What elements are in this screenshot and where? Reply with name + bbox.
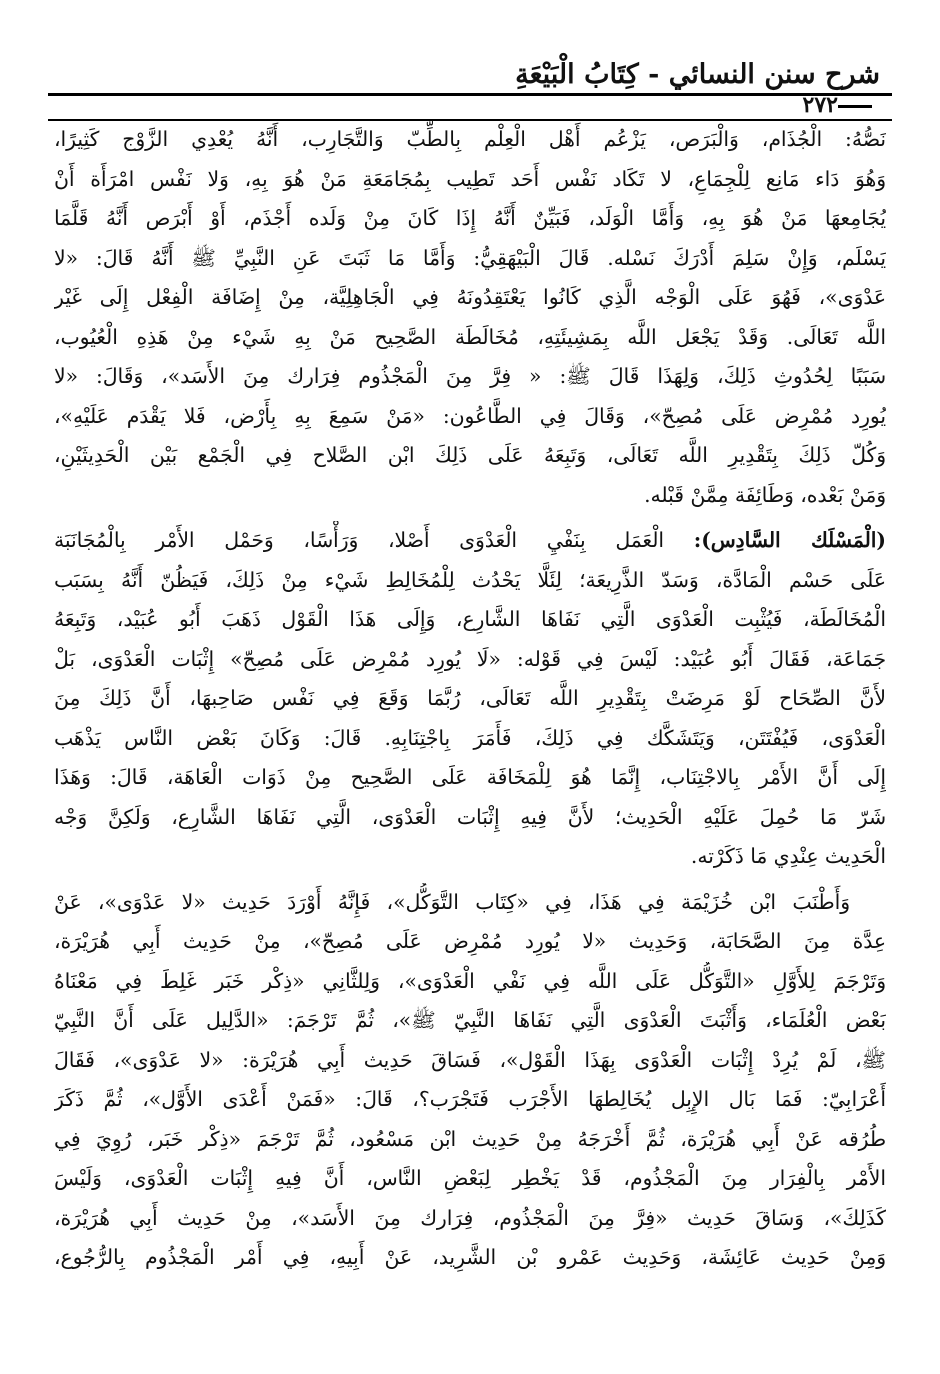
text-line: كَذَلِكَ»، وَسَاقَ حَدِيث «فِرَّ مِنَ الْمَجْذُوم، فِرَارك مِنَ الأَسَد»، مِنْ حَدِيث أَبِي هُرَيْرَة، bbox=[54, 1205, 886, 1230]
text-line: يُورِد مُمْرِض عَلَى مُصِحّ»، وَقَالَ فِي الطَّاعُون: «مَنْ سَمِعَ بِهِ بِأَرْض، فَلا يَقْدَم عَلَيْهِ»، bbox=[54, 403, 886, 428]
text-line: يَسْلَم، وَإِنْ سَلِمَ أَدْرَكَ نَسْله. قَالَ الْبَيْهَقِيُّ: وَأَمَّا مَا ثَبَتَ عَنِ النَّبِيِّ ﷺ أَنَّهُ قَالَ: «لا bbox=[54, 245, 886, 270]
page-body bbox=[54, 120, 886, 1334]
text-line: الأَمْر بِالْفِرَار مِنَ الْمَجْذُوم، قَدْ يَخْطِر لِبَعْضِ النَّاس، أَنَّ فِيهِ إِثْبَات الْعَدْوَى، وَلَيْسَ bbox=[54, 1166, 886, 1190]
text-line: وَتَرْجَمَ لِلأَوَّلِ «التَّوَكُّل عَلَى اللَّه فِي نَفْي الْعَدْوَى»، وَلِلثَّانِي «ذِكْر خَبَر غَلِطَ فِي مَعْنَاهُ bbox=[54, 968, 886, 993]
paragraph-3 bbox=[54, 883, 886, 1278]
page-number-row bbox=[48, 92, 892, 118]
text-line: لأَنَّ الصِّحَاح لَوْ مَرِضَتْ بِتَقْدِيرِ اللَّه تَعَالَى، رُبَّمَا وَقَعَ فِي نَفْس صَاحِبهَا، أَنَّ ذَلِكَ مِنَ bbox=[54, 686, 886, 710]
text-line: سَبَبًا لِحُدُوثِ ذَلِكَ، وَلِهَذَا قَالَ ﷺ: « فِرَّ مِنَ الْمَجْذُوم فِرَارك مِنَ الأَسَد»، وَقَالَ: «لا bbox=[54, 364, 886, 388]
text-line: عَلَى حَسْم الْمَادَّة، وَسَدّ الذَّرِيعَة؛ لِئَلَّا يَحْدُث لِلْمُخَالِطِ شَيْء مِنْ ذَلِكَ، فَيَظُنّ أَنَّهُ بِسَبَب bbox=[54, 567, 886, 592]
paragraph-2 bbox=[54, 521, 886, 877]
text-line: وَمِنْ حَدِيث عَائِشَة، وَحَدِيث عَمْرو بْن الشَّرِيد، عَنْ أَبِيهِ، فِي أَمْر الْمَجْذُوم بِالرُّجُوع، bbox=[54, 1245, 886, 1269]
section-heading: (الْمَسْلَك السَّادِس): bbox=[693, 528, 886, 552]
text-line: وَكُلّ ذَلِكَ بِتَقْدِيرِ اللَّه تَعَالَى، وَتَبِعَهُ عَلَى ذَلِكَ ابْن الصَّلاح فِي الْجَمْع بَيْن الْحَدِيثَيْنِ، bbox=[54, 443, 886, 467]
text-line: عِدَّة مِنَ الصَّحَابَة، وَحَدِيث «لا يُورِد مُمْرِض عَلَى مُصِحّ»، مِنْ حَدِيث أَبِي هُرَيْرَة، bbox=[54, 929, 886, 953]
text-line: الْحَدِيث عِنْدِي مَا ذَكَرْته. bbox=[690, 844, 886, 868]
text-line: بَعْض الْعُلَمَاء، وَأَثْبَتَ الْعَدْوَى الَّتِي نَفَاهَا النَّبِيّ ﷺ»، ثُمَّ تَرْجَمَ: «الدَّلِيل عَلَى أَنَّ النَّبِيّ bbox=[54, 1008, 886, 1032]
page-number-group bbox=[803, 94, 880, 116]
text-line: يُجَامِعهَا مَنْ هُوَ بِهِ، وَأَمَّا الْوَلَد، فَبَيِّنٌ أَنَّهُ إِذَا كَانَ مِنْ وَلَده أَجْذَم، أَوْ أَبْرَص أَنَّهُ قَلَّمَا bbox=[54, 206, 886, 230]
text-line: وَمَنْ بَعْده، وَطَائِفَة مِمَّنْ قَبْله. bbox=[644, 482, 886, 507]
heading-line-rest: الْعَمَل بِنَفْيِ الْعَدْوَى أَصْلا، وَرَأْسًا، وَحَمْل الأَمْر بِالْمُجَانَبَة bbox=[54, 528, 665, 552]
paragraph-1 bbox=[54, 120, 886, 515]
text-line: عَدْوَى»، فَهُوَ عَلَى الْوَجْه الَّذِي كَانُوا يَعْتَقِدُونَهُ فِي الْجَاهِلِيَّة، مِنْ إِضَافَة الْفِعْل إِلَى غَيْر bbox=[54, 285, 886, 309]
text-line bbox=[54, 521, 886, 561]
text-line: الْعَدْوَى، فَيُفْتَتَن، وَيَتَشَكَّك فِي ذَلِكَ، فَأَمَرَ بِاجْتِنَابِهِ. قَالَ: وَكَانَ بَعْض النَّاس يَذْهَب bbox=[54, 725, 886, 750]
page-header bbox=[48, 52, 892, 92]
text-line: ﷺ، لَمْ يُرِدْ إِثْبَات الْعَدْوَى بِهَذَا الْقَوْل»، فَسَاقَ حَدِيث أَبِي هُرَيْرَة: «لا عَدْوَى»، فَقَالَ bbox=[54, 1047, 886, 1072]
text-line: طُرُقه عَنْ أَبِي هُرَيْرَة، ثُمَّ أَخْرَجَهُ مِنْ حَدِيث ابْن مَسْعُود، ثُمَّ تَرْجَمَ «ذِكْر خَبَر، رُوِيَ فِي bbox=[54, 1126, 886, 1151]
page-number: ٢٧٢ bbox=[802, 92, 838, 118]
text-line: اللَّه تَعَالَى. وَقَدْ يَجْعَل اللَّه بِمَشِيئَتِهِ، مُخَالَطَة الصَّحِيح مَنْ بِهِ شَيْء مِنْ هَذِهِ الْعُيُوب، bbox=[54, 324, 886, 349]
text-line: وَأَطْنَبَ ابْن خُزَيْمَة فِي هَذَا، فِي «كِتَاب التَّوَكُّل»، فَإِنَّهُ أَوْرَدَ حَدِيث «لا عَدْوَى»، عَنْ bbox=[54, 889, 850, 914]
text-line: الْمُخَالَطَة، فَيُثْبِت الْعَدْوَى الَّتِي نَفَاهَا الشَّارِع، وَإِلَى هَذَا الْقَوْل ذَهَبَ أَبُو عُبَيْد، وَتَبِعَهُ bbox=[54, 607, 886, 631]
running-title: شرح سنن النسائي - كِتَابُ الْبَيْعَةِ bbox=[515, 59, 880, 90]
text-line: نَصُّهُ: الْجُذَام، وَالْبَرَص، يَزْعُم أَهْل الْعِلْم بِالطِّبّ وَالتَّجَارِب، أَنَّهُ يُعْدِي الزَّوْج كَثِيرًا، bbox=[54, 127, 886, 151]
text-line: وَهُوَ دَاء مَانِع لِلْجِمَاعِ، لا تَكَاد نَفْس أَحَد تَطِيب بِمُجَامَعَةِ مَنْ هُوَ بِهِ، وَلا نَفْس امْرَأَة أَنْ bbox=[54, 166, 886, 191]
text-line: شَرّ مَا حُمِلَ عَلَيْهِ الْحَدِيث؛ لأَنَّ فِيهِ إِثْبَات الْعَدْوَى، الَّتِي نَفَاهَا الشَّارِع، وَلَكِنَّ وَجْه bbox=[54, 804, 886, 829]
page-number-rule bbox=[838, 105, 872, 108]
text-line: أَعْرَابِيّ: فَمَا بَال الإِبِل يُخَالِطهَا الأَجْرَب فَتَجْرَب؟، قَالَ: «فَمَنْ أَعْدَى الأَوَّل»، ثُمَّ ذَكَرَ bbox=[54, 1087, 886, 1111]
text-line: إِلَى أَنَّ الأَمْر بِالاجْتِنَاب، إِنَّمَا هُوَ لِلْمَخَافَة عَلَى الصَّحِيح مِنْ ذَوَات الْعَاهَة، قَالَ: وَهَذَا bbox=[54, 765, 886, 789]
text-line: جَمَاعَة، فَقَالَ أَبُو عُبَيْد: لَيْسَ فِي قَوْله: «لَا يُورِد مُمْرِض عَلَى مُصِحّ» إِثْبَات الْعَدْوَى، بَلْ bbox=[54, 646, 886, 671]
